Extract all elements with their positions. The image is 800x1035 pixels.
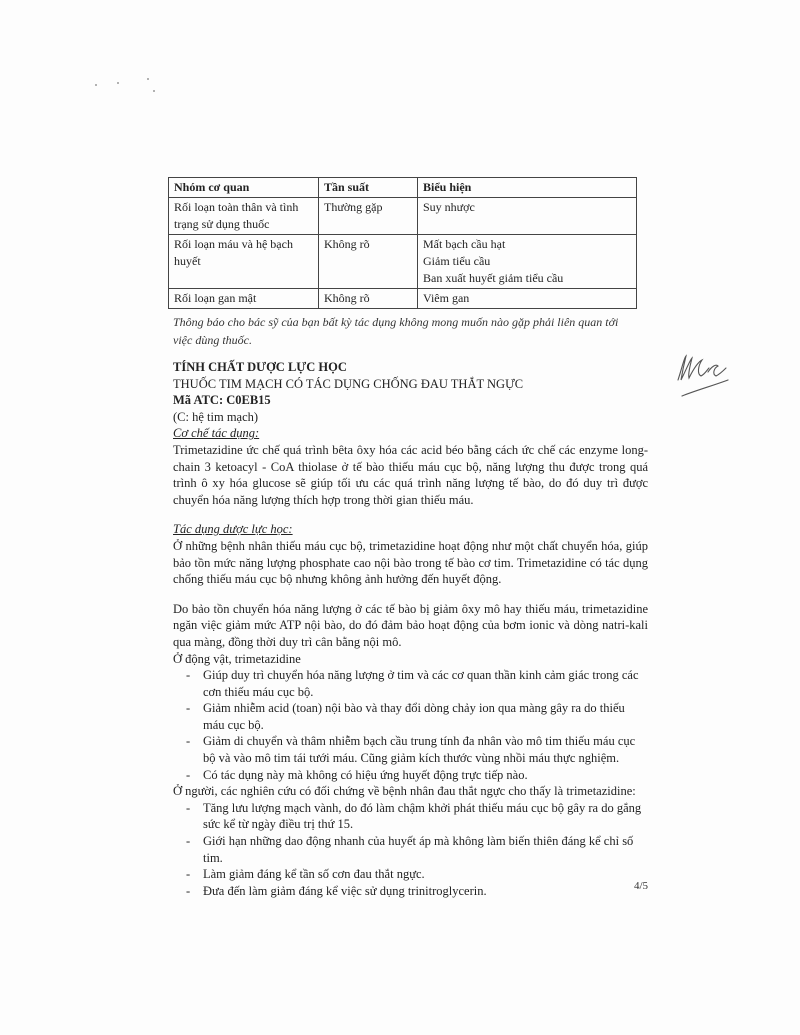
cell-manifestation [418,289,637,309]
human-effects-list [173,800,648,900]
cell-manifestation [418,198,637,235]
list-item: - Tăng lưu lượng mạch vành, do đó làm chậm khởi phát thiếu máu cục bộ gây ra do gắng sức kể từ ngày điều trị thứ 15. [173,800,648,833]
adverse-effects-table [168,177,637,309]
pharmacodynamics-section [173,359,648,899]
header-organ-group: Nhóm cơ quan [169,178,319,198]
atc-code: Mã ATC: C0EB15 [173,393,271,408]
list-item: - Giới hạn những dao động nhanh của huyết áp mà không làm biến thiên đáng kể chỉ số tim. [173,833,648,866]
manifestation-line: Ban xuất huyết giảm tiểu cầu [423,271,564,285]
table-row [169,289,637,309]
table-row [169,235,637,289]
cell-frequency: Không rõ [319,235,418,289]
scan-specks [95,78,165,98]
effects-paragraph-1: Ở những bệnh nhân thiếu máu cục bộ, trimetazidine hoạt động như một chất chuyển hóa, giúp bảo tồn mức năng lượng phosphate cao nội bào trong tế bào cơ tim. Trimetazidine có tác dụng chống thiếu máu cục bộ nhưng không ảnh hưởng đến huyết động. [173,538,648,587]
page-number: 4/5 [634,880,649,892]
manifestation-line: Suy nhược [423,200,475,214]
effects-title: Tác dụng dược lực học: [173,522,293,537]
manifestation-line: Mất bạch cầu hạt [423,237,506,251]
list-item: - Giảm nhiễm acid (toan) nội bào và thay đổi dòng chảy ion qua màng gây ra do thiếu máu cục bộ. [173,700,648,733]
cell-frequency: Không rõ [319,289,418,309]
cell-frequency: Thường gặp [319,198,418,235]
human-intro: Ở người, các nghiên cứu có đối chứng về bệnh nhân đau thắt ngực cho thấy là trimetazidine: [173,784,636,799]
effects-paragraph-2: Do bảo tồn chuyển hóa năng lượng ở các tế bào bị giảm ôxy mô hay thiếu máu, trimetazidine ngăn việc giảm mức ATP nội bào, do đó đảm bảo hoạt động của bơm ionic và dòng natri-kali qua màng, đồng thời duy trì cân bằng nội mô. [173,601,648,649]
list-item: - Giảm di chuyển và thâm nhiễm bạch cầu trung tính đa nhân vào mô tim thiếu máu cục bộ và vào mô tim tái tưới máu. Cũng giảm kích thước vùng nhồi máu thực nghiệm. [173,733,648,766]
list-item: - Đưa đến làm giảm đáng kể việc sử dụng trinitroglycerin. [173,883,648,900]
atc-note: (C: hệ tim mạch) [173,409,259,424]
animal-effects-list [173,667,648,783]
cell-organ: Rối loạn toàn thân và tình trạng sử dụng thuốc [169,198,319,235]
manifestation-line: Viêm gan [423,291,470,305]
list-item: - Làm giảm đáng kể tần số cơn đau thắt ngực. [173,866,648,883]
header-manifestation: Biểu hiện [418,178,637,198]
cell-manifestation [418,235,637,289]
mechanism-title: Cơ chế tác dụng: [173,426,260,441]
list-item: - Giúp duy trì chuyển hóa năng lượng ở tim và các cơ quan thần kinh cảm giác trong các cơn thiếu máu cục bộ. [173,667,648,700]
list-item: - Có tác dụng này mà không có hiệu ứng huyết động trực tiếp nào. [173,767,648,784]
report-side-effects-note: Thông báo cho bác sỹ của bạn bất kỳ tác dụng không mong muốn nào gặp phải liên quan tới việc dùng thuốc. [173,315,619,347]
drug-class: THUỐC TIM MẠCH CÓ TÁC DỤNG CHỐNG ĐAU THẮT NGỰC [173,376,524,391]
animal-intro: Ở động vật, trimetazidine [173,651,301,666]
handwritten-initials-signature [672,350,732,400]
section-heading: TÍNH CHẤT DƯỢC LỰC HỌC [173,360,347,374]
cell-organ: Rối loạn gan mật [169,289,319,309]
table-header-row [169,178,637,198]
manifestation-line: Giảm tiểu cầu [423,254,491,268]
header-frequency: Tần suất [319,178,418,198]
cell-organ: Rối loạn máu và hệ bạch huyết [169,235,319,289]
table-row [169,198,637,235]
mechanism-text: Trimetazidine ức chế quá trình bêta ôxy hóa các acid béo bằng cách ức chế các enzyme long-chain 3 ketoacyl - CoA thiolase ở tế bào thiếu máu cục bộ, năng lượng thu được trong quá trình ô xy hóa glucose sẽ giúp tối ưu các quá trình năng lượng tế bào, do đó duy trì được chuyển hóa năng lượng thích hợp trong thời gian thiếu máu. [173,442,648,507]
